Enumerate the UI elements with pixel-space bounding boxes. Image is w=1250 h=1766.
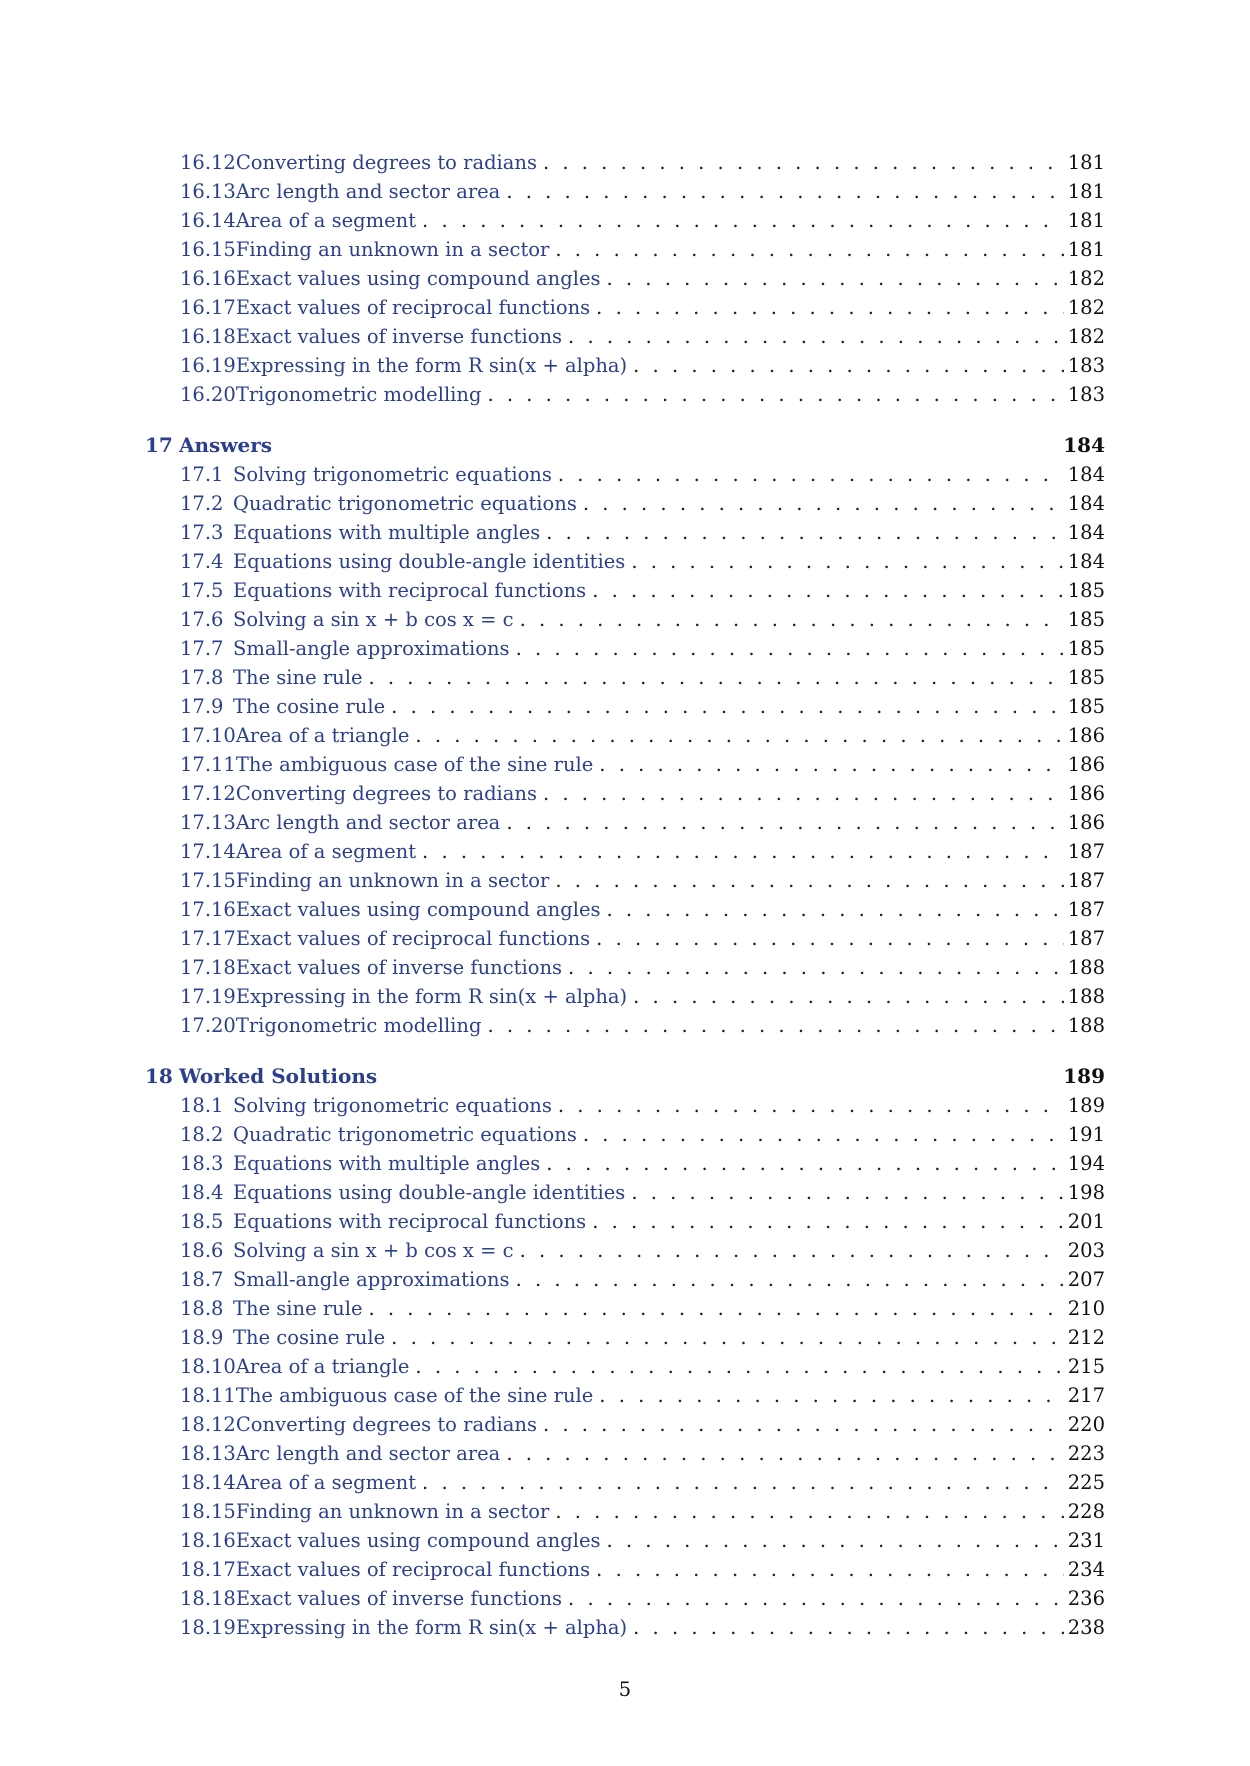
dot-leader xyxy=(546,518,1063,547)
toc-entry[interactable] xyxy=(145,634,1105,663)
section-number: 18.5 xyxy=(180,1210,224,1233)
dot-leader xyxy=(558,460,1064,489)
section-page-number: 187 xyxy=(1067,840,1105,863)
dot-leader xyxy=(592,1207,1064,1236)
chapter-title: Worked Solutions xyxy=(179,1064,378,1088)
section-number: 18.12 xyxy=(180,1413,236,1436)
dot-leader xyxy=(415,1352,1063,1381)
section-page-number: 207 xyxy=(1067,1268,1105,1291)
section-number: 16.16 xyxy=(180,267,236,290)
dot-leader xyxy=(592,576,1064,605)
section-number: 18.19 xyxy=(180,1616,236,1639)
dot-leader xyxy=(415,721,1063,750)
section-number: 17.18 xyxy=(180,956,236,979)
section-number: 16.17 xyxy=(180,296,236,319)
section-page-number: 191 xyxy=(1067,1123,1105,1146)
toc-entry[interactable] xyxy=(145,750,1105,779)
section-number: 18.2 xyxy=(180,1123,224,1146)
section-title: Exact values of reciprocal functions xyxy=(235,296,591,319)
section-page-number: 236 xyxy=(1067,1587,1105,1610)
section-title: Small-angle approximations xyxy=(233,1268,510,1291)
section-page-number: 184 xyxy=(1067,463,1105,486)
toc-entry[interactable] xyxy=(145,779,1105,808)
section-number: 16.14 xyxy=(180,209,236,232)
section-title: Equations with multiple angles xyxy=(233,1152,541,1175)
section-number: 17.17 xyxy=(180,927,236,950)
section-number: 18.16 xyxy=(180,1529,236,1552)
section-number: 17.8 xyxy=(180,666,224,689)
toc-entry[interactable] xyxy=(145,460,1105,489)
toc-entry[interactable] xyxy=(145,1294,1105,1323)
section-number: 17.4 xyxy=(180,550,224,573)
section-title: Area of a triangle xyxy=(235,1355,410,1378)
section-page-number: 181 xyxy=(1067,238,1105,261)
toc-entry[interactable] xyxy=(145,380,1105,409)
section-page-number: 188 xyxy=(1067,956,1105,979)
toc-entry[interactable] xyxy=(145,206,1105,235)
section-page-number: 228 xyxy=(1067,1500,1105,1523)
dot-leader xyxy=(607,264,1064,293)
section-title: The ambiguous case of the sine rule xyxy=(235,753,594,776)
section-title: Solving trigonometric equations xyxy=(233,1094,552,1117)
dot-leader xyxy=(422,1468,1064,1497)
toc-group xyxy=(145,431,1105,1040)
toc-entry[interactable] xyxy=(145,293,1105,322)
section-title: Equations with multiple angles xyxy=(233,521,541,544)
section-page-number: 181 xyxy=(1067,209,1105,232)
dot-leader xyxy=(516,1265,1064,1294)
section-title: Trigonometric modelling xyxy=(235,383,482,406)
section-title: Trigonometric modelling xyxy=(235,1014,482,1037)
dot-leader xyxy=(596,1555,1064,1584)
section-page-number: 185 xyxy=(1067,666,1105,689)
dot-leader xyxy=(555,235,1063,264)
section-title: Area of a segment xyxy=(235,209,417,232)
toc-entry[interactable] xyxy=(145,663,1105,692)
section-number: 18.14 xyxy=(180,1471,236,1494)
section-title: Expressing in the form R sin(x + alpha) xyxy=(235,985,628,1008)
section-page-number: 187 xyxy=(1067,927,1105,950)
section-title: Exact values of inverse functions xyxy=(235,325,563,348)
section-number: 17.11 xyxy=(180,753,236,776)
section-title: Exact values of inverse functions xyxy=(235,1587,563,1610)
section-title: The sine rule xyxy=(233,1297,363,1320)
dot-leader xyxy=(631,1178,1063,1207)
section-number: 17.2 xyxy=(180,492,224,515)
section-title: Area of a segment xyxy=(235,1471,417,1494)
section-number: 17.3 xyxy=(180,521,224,544)
section-number: 17.19 xyxy=(180,985,236,1008)
dot-leader xyxy=(599,1381,1063,1410)
section-page-number: 184 xyxy=(1067,550,1105,573)
dot-leader xyxy=(607,895,1064,924)
toc-group xyxy=(145,148,1105,409)
toc-entry[interactable] xyxy=(145,924,1105,953)
toc-entry[interactable] xyxy=(145,1381,1105,1410)
section-page-number: 182 xyxy=(1067,325,1105,348)
toc-entry[interactable] xyxy=(145,1149,1105,1178)
toc-entry[interactable] xyxy=(145,576,1105,605)
section-title: Finding an unknown in a sector xyxy=(235,869,550,892)
toc-entry[interactable] xyxy=(145,1265,1105,1294)
toc-entry[interactable] xyxy=(145,982,1105,1011)
section-number: 17.20 xyxy=(180,1014,236,1037)
section-number: 18.6 xyxy=(180,1239,224,1262)
section-number: 16.19 xyxy=(180,354,236,377)
section-page-number: 186 xyxy=(1067,724,1105,747)
dot-leader xyxy=(369,1294,1064,1323)
page-number: 5 xyxy=(618,1678,632,1701)
section-page-number: 186 xyxy=(1067,782,1105,805)
section-title: Quadratic trigonometric equations xyxy=(233,492,577,515)
dot-leader xyxy=(555,866,1063,895)
toc-entry[interactable] xyxy=(145,1120,1105,1149)
section-page-number: 184 xyxy=(1067,521,1105,544)
section-page-number: 238 xyxy=(1067,1616,1105,1639)
section-page-number: 188 xyxy=(1067,1014,1105,1037)
section-page-number: 183 xyxy=(1067,354,1105,377)
dot-leader xyxy=(487,1011,1063,1040)
section-number: 17.6 xyxy=(180,608,224,631)
dot-leader xyxy=(516,634,1064,663)
toc-entry[interactable] xyxy=(145,1613,1105,1642)
section-page-number: 203 xyxy=(1067,1239,1105,1262)
section-number: 17.10 xyxy=(180,724,236,747)
section-page-number: 194 xyxy=(1067,1152,1105,1175)
section-title: Finding an unknown in a sector xyxy=(235,238,550,261)
section-page-number: 198 xyxy=(1067,1181,1105,1204)
section-number: 16.15 xyxy=(180,238,236,261)
toc-chapter-heading[interactable] xyxy=(145,431,1105,460)
section-number: 16.13 xyxy=(180,180,236,203)
toc-entry[interactable] xyxy=(145,264,1105,293)
toc-entry[interactable] xyxy=(145,692,1105,721)
section-page-number: 182 xyxy=(1067,267,1105,290)
dot-leader xyxy=(391,692,1064,721)
section-title: The sine rule xyxy=(233,666,363,689)
toc-entry[interactable] xyxy=(145,837,1105,866)
toc-entry[interactable] xyxy=(145,895,1105,924)
toc-entry[interactable] xyxy=(145,1011,1105,1040)
dot-leader xyxy=(568,322,1064,351)
section-number: 18.13 xyxy=(180,1442,236,1465)
section-number: 17.12 xyxy=(180,782,236,805)
section-page-number: 231 xyxy=(1067,1529,1105,1552)
section-title: Solving a sin x + b cos x = c xyxy=(233,1239,514,1262)
section-number: 18.1 xyxy=(180,1094,224,1117)
toc-entry[interactable] xyxy=(145,1584,1105,1613)
dot-leader xyxy=(607,1526,1064,1555)
section-number: 18.18 xyxy=(180,1587,236,1610)
toc-group xyxy=(145,1062,1105,1642)
section-number: 17.15 xyxy=(180,869,236,892)
section-page-number: 185 xyxy=(1067,637,1105,660)
section-page-number: 184 xyxy=(1067,492,1105,515)
section-title: Converting degrees to radians xyxy=(235,782,537,805)
section-title: Exact values of reciprocal functions xyxy=(235,927,591,950)
section-page-number: 186 xyxy=(1067,811,1105,834)
section-page-number: 187 xyxy=(1067,898,1105,921)
section-page-number: 187 xyxy=(1067,869,1105,892)
section-title: Equations using double-angle identities xyxy=(233,550,626,573)
toc-entry[interactable] xyxy=(145,177,1105,206)
section-page-number: 189 xyxy=(1067,1094,1105,1117)
section-number: 17.13 xyxy=(180,811,236,834)
section-page-number: 217 xyxy=(1067,1384,1105,1407)
section-number: 18.17 xyxy=(180,1558,236,1581)
dot-leader xyxy=(555,1497,1063,1526)
section-number: 18.8 xyxy=(180,1297,224,1320)
section-title: Expressing in the form R sin(x + alpha) xyxy=(235,1616,628,1639)
dot-leader xyxy=(506,808,1063,837)
dot-leader xyxy=(631,547,1063,576)
section-page-number: 185 xyxy=(1067,608,1105,631)
section-title: Equations with reciprocal functions xyxy=(233,579,587,602)
toc-entry[interactable] xyxy=(145,1410,1105,1439)
section-page-number: 210 xyxy=(1067,1297,1105,1320)
toc-entry[interactable] xyxy=(145,1091,1105,1120)
dot-leader xyxy=(369,663,1064,692)
dot-leader xyxy=(422,206,1064,235)
section-page-number: 225 xyxy=(1067,1471,1105,1494)
chapter-title: Answers xyxy=(179,433,273,457)
section-title: Exact values of reciprocal functions xyxy=(235,1558,591,1581)
section-title: Arc length and sector area xyxy=(235,180,501,203)
toc-entry[interactable] xyxy=(145,1526,1105,1555)
toc-entry[interactable] xyxy=(145,489,1105,518)
section-title: Converting degrees to radians xyxy=(235,1413,537,1436)
dot-leader xyxy=(596,924,1064,953)
section-number: 18.11 xyxy=(180,1384,236,1407)
dot-leader xyxy=(543,779,1064,808)
section-title: Arc length and sector area xyxy=(235,811,501,834)
toc-entry[interactable] xyxy=(145,518,1105,547)
section-page-number: 220 xyxy=(1067,1413,1105,1436)
section-page-number: 234 xyxy=(1067,1558,1105,1581)
section-page-number: 185 xyxy=(1067,579,1105,602)
section-title: Converting degrees to radians xyxy=(235,151,537,174)
section-number: 17.9 xyxy=(180,695,224,718)
toc-entry[interactable] xyxy=(145,866,1105,895)
section-page-number: 215 xyxy=(1067,1355,1105,1378)
chapter-page-number: 184 xyxy=(1063,433,1105,457)
section-title: Finding an unknown in a sector xyxy=(235,1500,550,1523)
section-page-number: 181 xyxy=(1067,151,1105,174)
dot-leader xyxy=(596,293,1064,322)
section-number: 17.5 xyxy=(180,579,224,602)
section-title: Solving a sin x + b cos x = c xyxy=(233,608,514,631)
section-number: 18.15 xyxy=(180,1500,236,1523)
section-title: Exact values using compound angles xyxy=(235,1529,601,1552)
dot-leader xyxy=(583,489,1064,518)
dot-leader xyxy=(568,1584,1064,1613)
section-number: 16.20 xyxy=(180,383,236,406)
section-title: Exact values using compound angles xyxy=(235,267,601,290)
toc-entry[interactable] xyxy=(145,1497,1105,1526)
section-title: Area of a triangle xyxy=(235,724,410,747)
toc-entry[interactable] xyxy=(145,1352,1105,1381)
section-title: Expressing in the form R sin(x + alpha) xyxy=(235,354,628,377)
toc-entry[interactable] xyxy=(145,1468,1105,1497)
toc-entry[interactable] xyxy=(145,1207,1105,1236)
dot-leader xyxy=(599,750,1063,779)
toc-chapter-heading[interactable] xyxy=(145,1062,1105,1091)
dot-leader xyxy=(422,837,1064,866)
toc-entry[interactable] xyxy=(145,322,1105,351)
dot-leader xyxy=(568,953,1064,982)
section-title: Exact values of inverse functions xyxy=(235,956,563,979)
chapter-number: 18 xyxy=(145,1064,173,1088)
toc-entry[interactable] xyxy=(145,351,1105,380)
section-page-number: 188 xyxy=(1067,985,1105,1008)
dot-leader xyxy=(546,1149,1063,1178)
toc-entry[interactable] xyxy=(145,235,1105,264)
section-number: 18.10 xyxy=(180,1355,236,1378)
section-page-number: 212 xyxy=(1067,1326,1105,1349)
dot-leader xyxy=(543,148,1064,177)
toc-entry[interactable] xyxy=(145,1236,1105,1265)
section-number: 18.4 xyxy=(180,1181,224,1204)
dot-leader xyxy=(520,605,1064,634)
section-number: 16.18 xyxy=(180,325,236,348)
section-page-number: 201 xyxy=(1067,1210,1105,1233)
dot-leader xyxy=(633,982,1064,1011)
section-title: Solving trigonometric equations xyxy=(233,463,552,486)
section-page-number: 223 xyxy=(1067,1442,1105,1465)
section-page-number: 182 xyxy=(1067,296,1105,319)
section-number: 18.9 xyxy=(180,1326,224,1349)
dot-leader xyxy=(391,1323,1064,1352)
dot-leader xyxy=(520,1236,1064,1265)
dot-leader xyxy=(633,1613,1064,1642)
section-number: 17.14 xyxy=(180,840,236,863)
section-title: The cosine rule xyxy=(233,695,386,718)
toc-entry[interactable] xyxy=(145,547,1105,576)
dot-leader xyxy=(558,1091,1064,1120)
section-title: Quadratic trigonometric equations xyxy=(233,1123,577,1146)
section-number: 18.3 xyxy=(180,1152,224,1175)
dot-leader xyxy=(583,1120,1064,1149)
section-title: Exact values using compound angles xyxy=(235,898,601,921)
toc-entry[interactable] xyxy=(145,1555,1105,1584)
section-page-number: 181 xyxy=(1067,180,1105,203)
dot-leader xyxy=(487,380,1063,409)
section-page-number: 185 xyxy=(1067,695,1105,718)
section-title: The cosine rule xyxy=(233,1326,386,1349)
section-title: Arc length and sector area xyxy=(235,1442,501,1465)
toc-entry[interactable] xyxy=(145,148,1105,177)
section-number: 17.1 xyxy=(180,463,224,486)
toc-entry[interactable] xyxy=(145,1439,1105,1468)
section-page-number: 183 xyxy=(1067,383,1105,406)
dot-leader xyxy=(506,177,1063,206)
toc-entry[interactable] xyxy=(145,721,1105,750)
section-page-number: 186 xyxy=(1067,753,1105,776)
toc-entry[interactable] xyxy=(145,953,1105,982)
section-number: 18.7 xyxy=(180,1268,224,1291)
toc-entry[interactable] xyxy=(145,1178,1105,1207)
dot-leader xyxy=(506,1439,1063,1468)
section-number: 17.7 xyxy=(180,637,224,660)
table-of-contents xyxy=(145,148,1105,1642)
section-title: Equations with reciprocal functions xyxy=(233,1210,587,1233)
dot-leader xyxy=(543,1410,1064,1439)
section-title: Area of a segment xyxy=(235,840,417,863)
toc-entry[interactable] xyxy=(145,808,1105,837)
toc-entry[interactable] xyxy=(145,605,1105,634)
chapter-page-number: 189 xyxy=(1063,1064,1105,1088)
section-number: 16.12 xyxy=(180,151,236,174)
section-title: Small-angle approximations xyxy=(233,637,510,660)
section-title: The ambiguous case of the sine rule xyxy=(235,1384,594,1407)
section-title: Equations using double-angle identities xyxy=(233,1181,626,1204)
chapter-number: 17 xyxy=(145,433,173,457)
dot-leader xyxy=(633,351,1064,380)
section-number: 17.16 xyxy=(180,898,236,921)
toc-entry[interactable] xyxy=(145,1323,1105,1352)
